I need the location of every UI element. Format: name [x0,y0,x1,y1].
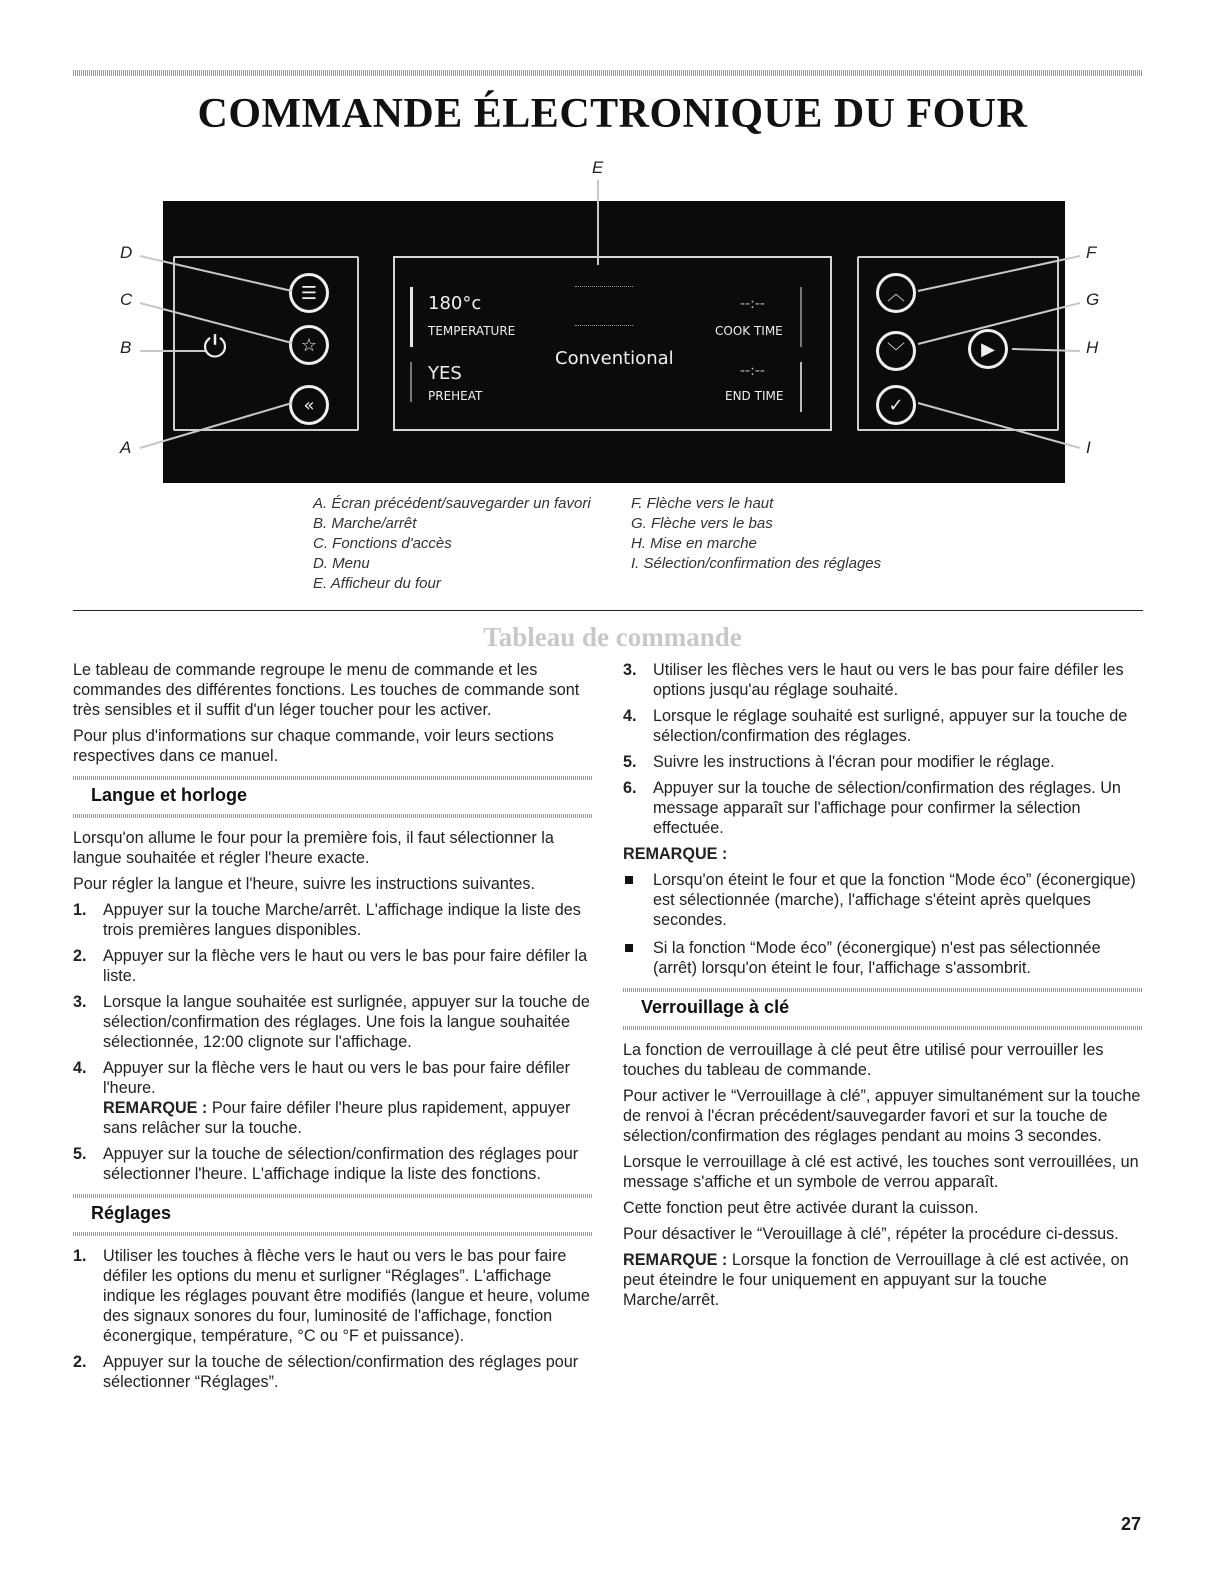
right-column [623,660,1143,1316]
callout-d: D [120,243,133,262]
subsection-header-langue [73,776,593,818]
step-item: 3. Utiliser les flèches vers le haut ou vers le bas pour faire défiler les options jusqu'au réglage souhaité. [623,661,1124,699]
end-time-value: --:-- [740,363,765,379]
paragraph: Pour désactiver le “Verouillage à clé”, répéter la procédure ci-dessus. [623,1225,1119,1243]
page-number: 27 [1120,1514,1141,1534]
left-column [73,660,593,1398]
page-title: COMMANDE ÉLECTRONIQUE DU FOUR [197,91,1028,137]
langue-steps [73,900,593,1184]
caption: F. Flèche vers le haut [631,495,774,512]
subsection-title: Réglages [91,1203,172,1223]
remarque-bullets [623,870,1143,978]
note-text: Pour faire défiler l'heure plus rapidement, appuyer sans relâcher sur la touche. [103,1099,571,1137]
top-rule [73,70,1143,76]
step-item: 1. Utiliser les touches à flèche vers le haut ou vers le bas pour faire défiler les options du menu et surligner “Réglages”. L'affichage indique les réglages pouvant être modifiés (langue et heure, volume des signaux sonores du four, luminosité de l'affichage, fonction éconergique, température, °C ou °F et puissance). [73,1247,590,1345]
paragraph: Lorsqu'on allume le four pour la première fois, il faut sélectionner la langue souhaitée et régler l'heure exacte. [73,829,554,867]
preheat-value: YES [428,363,462,384]
paragraph: Pour activer le “Verrouillage à clé”, appuyer simultanément sur la touche de renvoi à l'écran précédent/sauvegarder favori et sur la touche de sélection/confirmation des réglages pendant au moins 3 secondes. [623,1087,1141,1145]
step-item: 3. Lorsque la langue souhaitée est surlignée, appuyer sur la touche de sélection/confirmation des réglages. Une fois la langue souhaitée sélectionnée, 12:00 clignote sur l'affichage. [73,993,590,1051]
paragraph: Pour régler la langue et l'heure, suivre les instructions suivantes. [73,875,535,893]
power-icon: ⏻ [203,329,227,365]
callout-b: B [120,338,132,357]
caption: A. Écran précédent/sauvegarder un favori [313,495,591,512]
intro-paragraph: Le tableau de commande regroupe le menu de commande et les commandes des différentes fonctions. Les touches de commande sont très sensibles et il suffit d'un léger toucher pour les activer. [73,661,580,719]
subsection-title: Langue et horloge [91,785,248,805]
caption: D. Menu [313,555,370,572]
callout-i: I [1086,438,1091,457]
step-item: 1. Appuyer sur la touche Marche/arrêt. L'affichage indique la liste des trois premières langues disponibles. [73,901,581,939]
callout-h: H [1086,338,1099,357]
menu-icon: ☰ [289,273,329,313]
subsection-header-reglages [73,1194,593,1236]
bullet-item: Si la fonction “Mode éco” (éconergique) n'est pas sélectionnée (arrêt) lorsqu'on éteint le four, l'affichage s'assombrit. [623,938,1143,978]
captions-left [313,494,591,594]
caption: H. Mise en marche [631,535,757,552]
callout-g: G [1086,290,1100,309]
start-icon: ▶ [968,329,1008,369]
reglages-steps [73,1246,593,1392]
check-icon: ✓ [876,385,916,425]
intro-paragraph: Pour plus d'informations sur chaque commande, voir leurs sections respectives dans ce manuel. [73,727,554,765]
caption: C. Fonctions d'accès [313,535,452,552]
caption: I. Sélection/confirmation des réglages [631,555,882,572]
callout-e: E [592,158,604,177]
subsection-header-verrouillage [623,988,1143,1030]
paragraph: Cette fonction peut être activée durant la cuisson. [623,1199,979,1217]
arrow-up-icon: ︿ [876,273,916,313]
step-item: 5. Appuyer sur la touche de sélection/confirmation des réglages pour sélectionner l'heure. L'affichage indique la liste des fonctions. [73,1145,579,1183]
note-label: REMARQUE : [103,1099,208,1117]
control-panel-illustration [163,201,1065,483]
section-divider [73,610,1143,611]
step-item: 2. Appuyer sur la touche de sélection/confirmation des réglages pour sélectionner “Réglages”. [73,1353,579,1391]
caption: G. Flèche vers le bas [631,515,773,532]
paragraph: La fonction de verrouillage à clé peut être utilisé pour verrouiller les touches du tableau de commande. [623,1041,1104,1079]
bullet-item: Lorsqu'on éteint le four et que la fonction “Mode éco” (éconergique) est sélectionnée (marche), l'affichage s'éteint après quelques secondes. [623,870,1143,930]
preheat-label: PREHEAT [428,389,483,403]
arrow-down-icon: ﹀ [876,331,916,371]
reglages-steps-continued [623,660,1143,838]
step-item: 2. Appuyer sur la flèche vers le haut ou vers le bas pour faire défiler la liste. [73,947,588,985]
end-time-label: END TIME [725,389,784,403]
captions-right [631,494,881,574]
callout-c: C [120,290,133,309]
note-text: Lorsque la fonction de Verrouillage à clé est activée, on peut éteindre le four uniquement en appuyant sur la touche Marche/arrêt. [623,1251,1129,1309]
remarque-heading: REMARQUE : [623,845,728,863]
cook-time-value: --:-- [740,296,765,312]
cooking-mode: Conventional [555,348,674,369]
section-title: Tableau de commande [483,622,742,652]
step-item: 4. Lorsque le réglage souhaité est surligné, appuyer sur la touche de sélection/confirmation des réglages. [623,707,1128,745]
paragraph: Lorsque le verrouillage à clé est activé, les touches sont verrouillées, un message s'affiche et un symbole de verrou apparaît. [623,1153,1139,1191]
note-label: REMARQUE : [623,1251,728,1269]
cook-time-label: COOK TIME [715,324,783,338]
back-icon: « [289,385,329,425]
star-icon: ☆ [289,325,329,365]
caption: B. Marche/arrêt [313,515,417,532]
subsection-title: Verrouillage à clé [641,997,790,1017]
oven-display [393,256,832,431]
callout-f: F [1086,243,1097,262]
callout-a: A [120,438,132,457]
step-item: 4. Appuyer sur la flèche vers le haut ou vers le bas pour faire défiler l'heure. REMARQUE : Pour faire défiler l'heure plus rapidement, appuyer sans relâcher sur la touche. [73,1059,571,1137]
caption: E. Afficheur du four [313,575,441,592]
temperature-value: 180°c [428,293,482,314]
temperature-label: TEMPERATURE [428,324,516,338]
step-item: 5. Suivre les instructions à l'écran pour modifier le réglage. [623,753,1055,771]
step-item: 6. Appuyer sur la touche de sélection/confirmation des réglages. Un message apparaît sur l'affichage pour confirmer la sélection effectuée. [623,779,1121,837]
note-paragraph [623,1250,1143,1310]
